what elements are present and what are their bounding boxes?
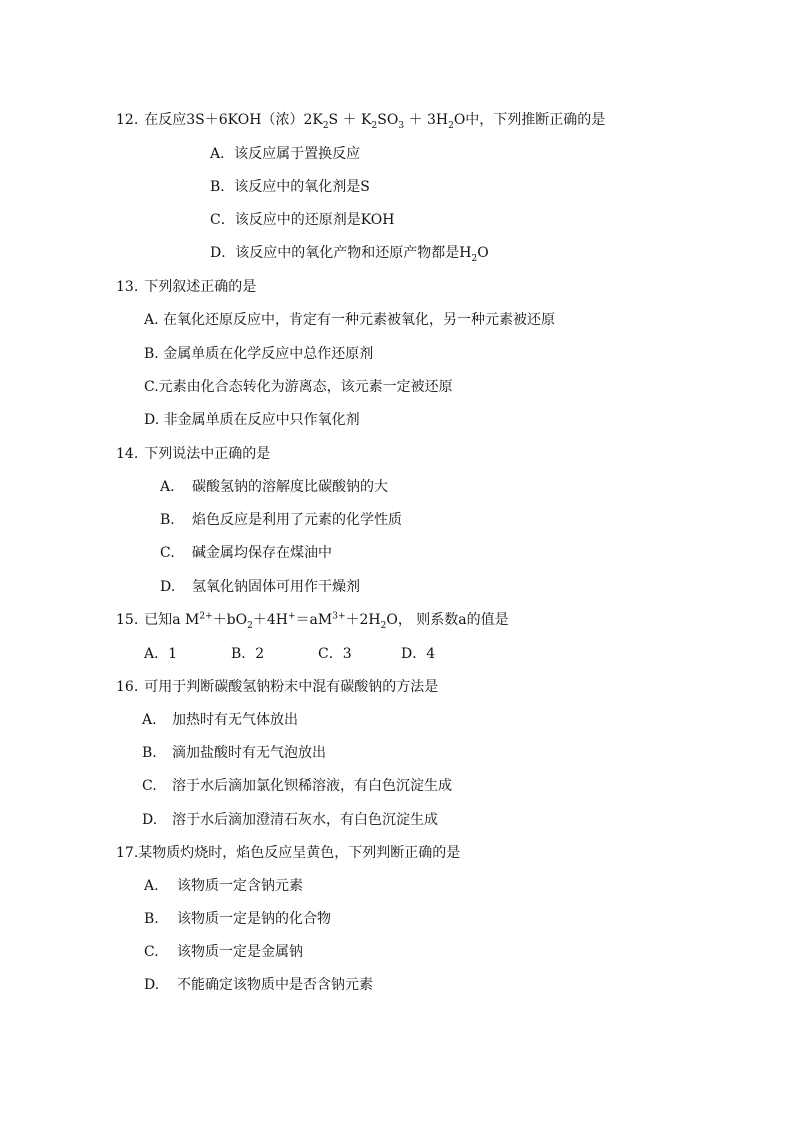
q15-stem-text: O， 则系数a的值是 [386, 612, 509, 628]
q15-stem-text: ＋bO [212, 612, 248, 628]
q12-option-a[interactable] [210, 144, 360, 164]
q12-stem-text: O中，下列推断正确的是 [453, 112, 606, 128]
q14-stem-text: 下列说法中正确的是 [144, 446, 271, 462]
option-label: B. [142, 745, 157, 761]
q12-sub: 2 [448, 120, 454, 131]
q15-sup: 3+ [332, 611, 346, 622]
q12-stem-text: SO [377, 112, 399, 128]
option-text: 3 [342, 646, 352, 662]
q12-sub: 3 [398, 120, 405, 131]
q15-sub: 2 [247, 620, 253, 631]
option-label: D. [144, 977, 160, 993]
q15-option-d[interactable] [401, 644, 435, 664]
q15-sup: 2+ [199, 611, 213, 622]
option-text: 该物质一定含钠元素 [177, 878, 303, 894]
q17-number: 17. [116, 845, 139, 861]
option-text: O [477, 245, 489, 261]
q13-stem [116, 277, 256, 297]
option-label: A. [144, 312, 159, 328]
q13-number: 13. [116, 279, 139, 295]
q13-option-d[interactable] [144, 410, 360, 430]
option-label: A． [210, 146, 235, 162]
q17-stem [116, 843, 460, 863]
q15-stem-text: ＋4H [252, 612, 288, 628]
q15-stem-text: ＋2H [345, 612, 381, 628]
option-label: B. [144, 911, 159, 927]
q16-option-b[interactable] [142, 743, 326, 763]
option-sub: 2 [471, 253, 478, 264]
option-text: 氢氧化钠固体可用作干燥剂 [192, 579, 360, 595]
option-text: 该物质一定是钠的化合物 [177, 911, 331, 927]
q13-option-a[interactable] [144, 310, 555, 330]
q17-option-c[interactable] [144, 942, 303, 962]
q16-number: 16. [116, 679, 139, 695]
q12-stem-text: S ＋ K [328, 112, 372, 128]
q15-option-b[interactable] [231, 644, 264, 664]
option-label: B. [144, 346, 159, 362]
q16-stem [116, 677, 438, 697]
q15-stem-text: 已知a M [144, 612, 200, 628]
option-text: 元素由化合态转化为游离态，该元素一定被还原 [158, 379, 453, 395]
option-label: C. [144, 944, 159, 960]
q13-stem-text: 下列叙述正确的是 [144, 279, 257, 295]
option-text: 碳酸氢钠的溶解度比碳酸钠的大 [192, 479, 388, 495]
q13-option-c[interactable] [144, 377, 453, 397]
q12-option-b[interactable] [210, 177, 370, 197]
q16-option-a[interactable] [142, 710, 298, 730]
option-text: 滴加盐酸时有无气泡放出 [172, 745, 326, 761]
q14-stem [116, 444, 270, 464]
option-label: D. [142, 812, 158, 828]
q15-stem-text: ＝aM [295, 612, 333, 628]
option-label: B． [210, 179, 235, 195]
option-label: A. [142, 712, 157, 728]
q12-number: 12. [116, 112, 139, 128]
q14-option-c[interactable] [160, 543, 332, 563]
q15-option-c[interactable] [318, 644, 352, 664]
option-text: 1 [168, 646, 178, 662]
q16-option-c[interactable] [142, 776, 452, 796]
q14-number: 14. [116, 446, 139, 462]
option-label: C. [160, 545, 175, 561]
option-label: D． [210, 245, 236, 261]
option-label: C． [210, 212, 235, 228]
option-text: 不能确定该物质中是否含钠元素 [177, 977, 373, 993]
option-text: 该反应中的氧化产物和还原产物都是H [235, 245, 472, 261]
option-label: D. [160, 579, 176, 595]
q15-option-a[interactable] [144, 644, 177, 664]
q12-option-d[interactable] [210, 243, 489, 263]
q17-option-b[interactable] [144, 909, 331, 929]
option-label: A. [160, 479, 175, 495]
q15-sup: + [288, 611, 296, 622]
q17-stem-text: 某物质灼烧时，焰色反应呈黄色，下列判断正确的是 [138, 845, 461, 861]
option-label: C． [318, 646, 343, 662]
q14-option-d[interactable] [160, 577, 360, 597]
option-text: 金属单质在化学反应中总作还原剂 [163, 346, 374, 362]
q12-stem-text: ＋ 3H [404, 112, 449, 128]
q14-option-b[interactable] [160, 510, 402, 530]
option-label: B. [160, 512, 175, 528]
option-text: 2 [255, 646, 265, 662]
option-label: A. [144, 878, 159, 894]
q16-option-d[interactable] [142, 810, 438, 830]
option-text: 4 [426, 646, 436, 662]
q14-option-a[interactable] [160, 477, 388, 497]
option-text: 该反应中的氧化剂是S [234, 179, 370, 195]
q12-sub: 2 [371, 120, 378, 131]
option-text: 焰色反应是利用了元素的化学性质 [192, 512, 402, 528]
option-label: D． [401, 646, 427, 662]
option-text: 在氧化还原反应中，肯定有一种元素被氧化，另一种元素被还原 [163, 312, 556, 328]
q12-stem-text: 在反应3S＋6KOH（浓）2K [144, 112, 323, 128]
option-label: C. [142, 778, 157, 794]
q17-option-a[interactable] [144, 876, 303, 896]
option-text: 该反应属于置换反应 [234, 146, 361, 162]
q15-sub: 2 [380, 620, 387, 631]
q12-stem [116, 110, 605, 130]
q12-sub: 2 [322, 120, 329, 131]
option-label: A． [144, 646, 169, 662]
option-text: 碱金属均保存在煤油中 [192, 545, 332, 561]
q15-number: 15. [116, 612, 139, 628]
option-text: 该反应中的还原剂是KOH [234, 212, 395, 228]
q17-option-d[interactable] [144, 975, 373, 995]
option-text: 非金属单质在反应中只作氧化剂 [163, 412, 360, 428]
option-text: 溶于水后滴加氯化钡稀溶液，有白色沉淀生成 [172, 778, 452, 794]
q12-option-c[interactable] [210, 210, 395, 230]
option-label: B． [231, 646, 256, 662]
q16-stem-text: 可用于判断碳酸氢钠粉末中混有碳酸钠的方法是 [144, 679, 439, 695]
option-text: 加热时有无气体放出 [172, 712, 298, 728]
option-label: C. [144, 379, 159, 395]
option-text: 该物质一定是金属钠 [177, 944, 303, 960]
q15-stem [116, 610, 509, 630]
option-label: D. [144, 412, 160, 428]
option-text: 溶于水后滴加澄清石灰水，有白色沉淀生成 [172, 812, 438, 828]
q13-option-b[interactable] [144, 344, 373, 364]
